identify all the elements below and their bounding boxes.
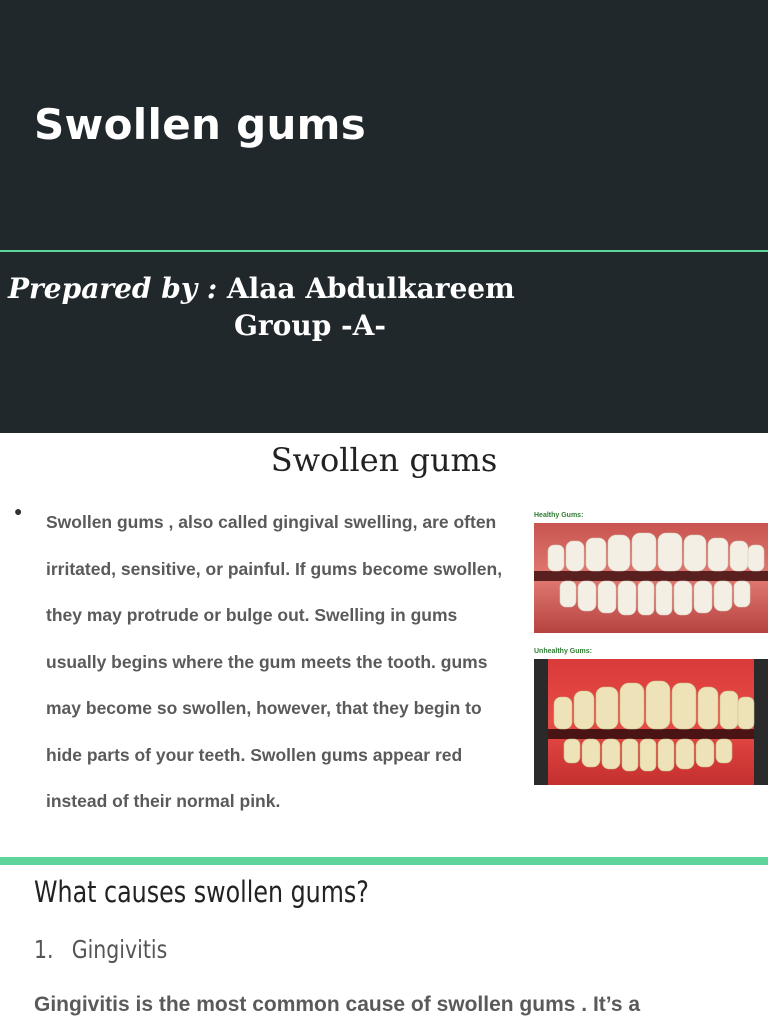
healthy-gums-figure [534, 511, 768, 633]
causes-slide [0, 865, 768, 1024]
group-label: Group -A- [234, 309, 386, 342]
presentation-title: Swollen gums [34, 100, 367, 149]
unhealthy-gums-caption: Unhealthy Gums: [534, 648, 592, 655]
prepared-by-line [8, 272, 515, 305]
item-number: 1. [34, 935, 54, 964]
numbered-item [34, 935, 167, 964]
definition-slide [0, 433, 768, 857]
item-label: Gingivitis [71, 935, 168, 964]
bullet-icon: ● [14, 503, 23, 519]
slide-separator [0, 857, 768, 865]
title-slide [0, 0, 768, 433]
causes-heading: What causes swollen gums? [34, 875, 369, 909]
healthy-gums-photo [534, 523, 768, 633]
gingivitis-paragraph: Gingivitis is the most common cause of swollen gums . It’s a [34, 993, 641, 1016]
author-name: Alaa Abdulkareem [226, 272, 515, 305]
unhealthy-gums-figure [534, 647, 768, 785]
unhealthy-gums-photo [534, 659, 768, 785]
healthy-gums-caption: Healthy Gums: [534, 512, 584, 519]
prepared-by-label: Prepared by : [8, 272, 218, 305]
title-divider [0, 250, 768, 252]
slide-title: Swollen gums [270, 441, 498, 479]
definition-paragraph: Swollen gums , also called gingival swelling, are often irritated, sensitive, or painful. If gums become swollen, they may protrude or bulge out. Swelling in gums usually begins where the gum meets the tooth. gums may become so swollen, however, that they begin to hide parts of your teeth. Swollen gums appear red instead of their normal pink. [46, 512, 503, 811]
